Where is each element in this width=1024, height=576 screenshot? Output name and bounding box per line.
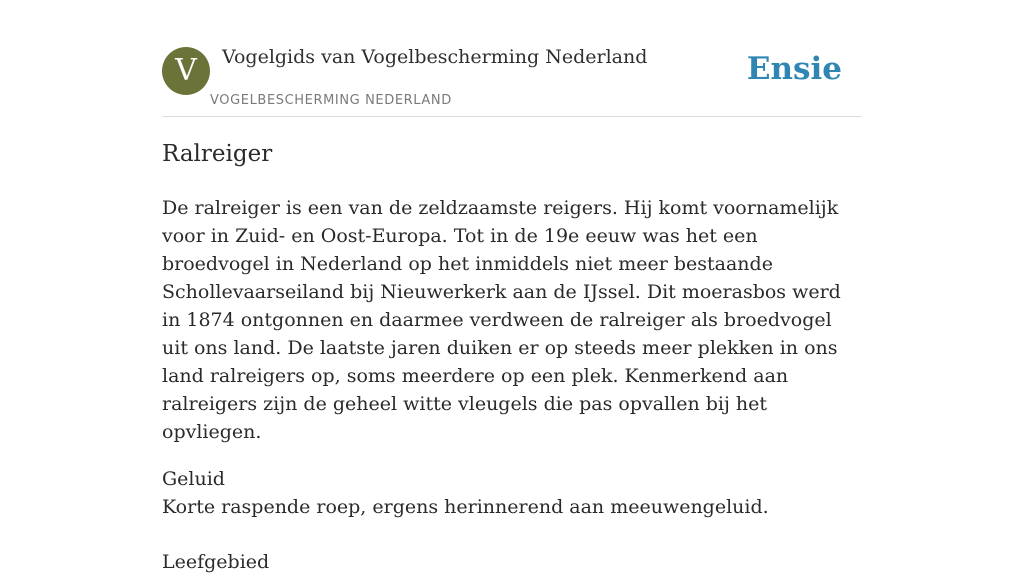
brand-logo-link[interactable]: Ensie	[746, 51, 842, 87]
entry-content	[162, 138, 862, 576]
sound-section	[162, 465, 862, 521]
entry-title: Ralreiger	[162, 141, 273, 167]
site-title[interactable]: Vogelgids van Vogelbescherming Nederland	[222, 46, 648, 68]
avatar[interactable]: V	[162, 47, 210, 95]
habitat-section	[162, 548, 862, 576]
page-header	[162, 0, 862, 117]
sound-text: Korte raspende roep, ergens herinnerend aan meeuwengeluid.	[162, 496, 769, 518]
entry-description: De ralreiger is een van de zeldzaamste reigers. Hij komt voornamelijk voor in Zuid- en Oost-Europa. Tot in de 19e eeuw was het een broedvogel in Nederland op het inmiddels niet meer bestaande Schollevaarseiland bij Nieuwerkerk aan de IJssel. Dit moerasbos werd in 1874 ontgonnen en daarmee verdween de ralreiger als broedvogel uit ons land. De laatste jaren duiken er op steeds meer plekken in ons land ralreigers op, soms meerdere op een plek. Kenmerkend aan ralreigers zijn de geheel witte vleugels die pas opvallen bij het opvliegen.	[162, 197, 841, 443]
publisher-label: VOGELBESCHERMING NEDERLAND	[210, 93, 452, 108]
habitat-heading: Leefgebied	[162, 551, 270, 573]
sound-heading: Geluid	[162, 468, 225, 490]
